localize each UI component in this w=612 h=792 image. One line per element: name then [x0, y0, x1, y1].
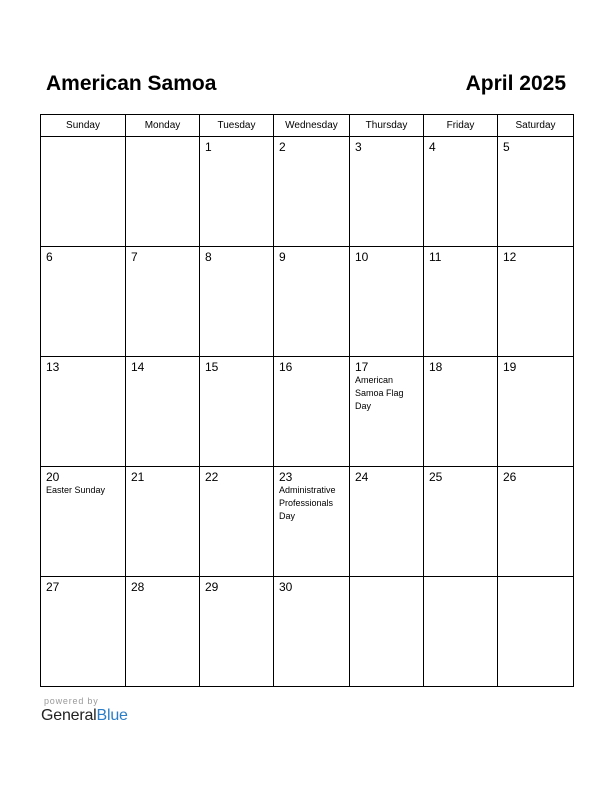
day-number: 9: [279, 250, 286, 264]
weekday-header: Sunday: [41, 115, 126, 137]
day-number: 17: [355, 360, 369, 374]
day-cell: [274, 577, 350, 687]
day-cell: [350, 357, 424, 467]
day-cell: [424, 467, 498, 577]
day-number: 4: [429, 140, 436, 154]
country-title: American Samoa: [46, 72, 217, 95]
day-number: 18: [429, 360, 443, 374]
day-number: 22: [205, 470, 219, 484]
day-number: 7: [131, 250, 138, 264]
powered-by-text: powered by: [44, 696, 99, 706]
weekday-header: Wednesday: [274, 115, 350, 137]
day-cell: [41, 357, 126, 467]
day-number: 23: [279, 470, 293, 484]
day-number: 29: [205, 580, 219, 594]
day-cell: [200, 247, 274, 357]
day-cell: [41, 467, 126, 577]
empty-day-cell: [350, 577, 424, 687]
brand-general: General: [41, 707, 97, 724]
day-number: 20: [46, 470, 60, 484]
day-cell: [424, 137, 498, 247]
calendar-grid: [40, 114, 574, 687]
day-cell: [350, 467, 424, 577]
empty-day-cell: [498, 577, 574, 687]
day-cell: [41, 247, 126, 357]
day-number: 26: [503, 470, 517, 484]
day-cell: [424, 247, 498, 357]
day-cell: [200, 137, 274, 247]
day-cell: [200, 467, 274, 577]
day-cell: [41, 577, 126, 687]
day-number: 2: [279, 140, 286, 154]
month-title: April 2025: [465, 72, 566, 95]
day-cell: [498, 357, 574, 467]
day-cell: [126, 467, 200, 577]
day-number: 11: [429, 250, 442, 264]
day-number: 3: [355, 140, 362, 154]
week-row: [41, 577, 574, 687]
holiday-label: Administrative Professionals Day: [279, 485, 336, 521]
week-row: [41, 247, 574, 357]
empty-day-cell: [126, 137, 200, 247]
brand-logo: [41, 707, 128, 725]
holiday-label: American Samoa Flag Day: [355, 375, 404, 411]
day-cell: [424, 357, 498, 467]
day-number: 6: [46, 250, 53, 264]
day-number: 30: [279, 580, 293, 594]
day-number: 27: [46, 580, 60, 594]
day-cell: [350, 247, 424, 357]
day-number: 15: [205, 360, 219, 374]
weekday-header: Monday: [126, 115, 200, 137]
day-number: 1: [205, 140, 212, 154]
day-cell: [498, 467, 574, 577]
day-number: 12: [503, 250, 517, 264]
day-number: 25: [429, 470, 443, 484]
day-cell: [498, 247, 574, 357]
day-cell: [200, 577, 274, 687]
weekday-header: Thursday: [350, 115, 424, 137]
day-number: 21: [131, 470, 145, 484]
day-cell: [126, 577, 200, 687]
empty-day-cell: [41, 137, 126, 247]
day-cell: [498, 137, 574, 247]
day-cell: [274, 247, 350, 357]
empty-day-cell: [424, 577, 498, 687]
day-number: 19: [503, 360, 517, 374]
day-number: 13: [46, 360, 60, 374]
day-cell: [350, 137, 424, 247]
day-number: 5: [503, 140, 510, 154]
week-row: [41, 137, 574, 247]
week-row: [41, 467, 574, 577]
day-cell: [274, 467, 350, 577]
day-cell: [200, 357, 274, 467]
week-row: [41, 357, 574, 467]
day-number: 10: [355, 250, 369, 264]
day-number: 28: [131, 580, 145, 594]
day-cell: [274, 137, 350, 247]
day-number: 16: [279, 360, 293, 374]
weekday-header: Friday: [424, 115, 498, 137]
footer-logo: [41, 696, 128, 725]
weekday-header: Saturday: [498, 115, 574, 137]
day-number: 24: [355, 470, 369, 484]
day-cell: [126, 247, 200, 357]
holiday-label: Easter Sunday: [46, 485, 106, 495]
day-number: 14: [131, 360, 145, 374]
day-number: 8: [205, 250, 212, 264]
weekday-header: Tuesday: [200, 115, 274, 137]
day-cell: [126, 357, 200, 467]
weekday-header-row: [41, 115, 574, 137]
day-cell: [274, 357, 350, 467]
brand-blue: Blue: [96, 707, 128, 724]
